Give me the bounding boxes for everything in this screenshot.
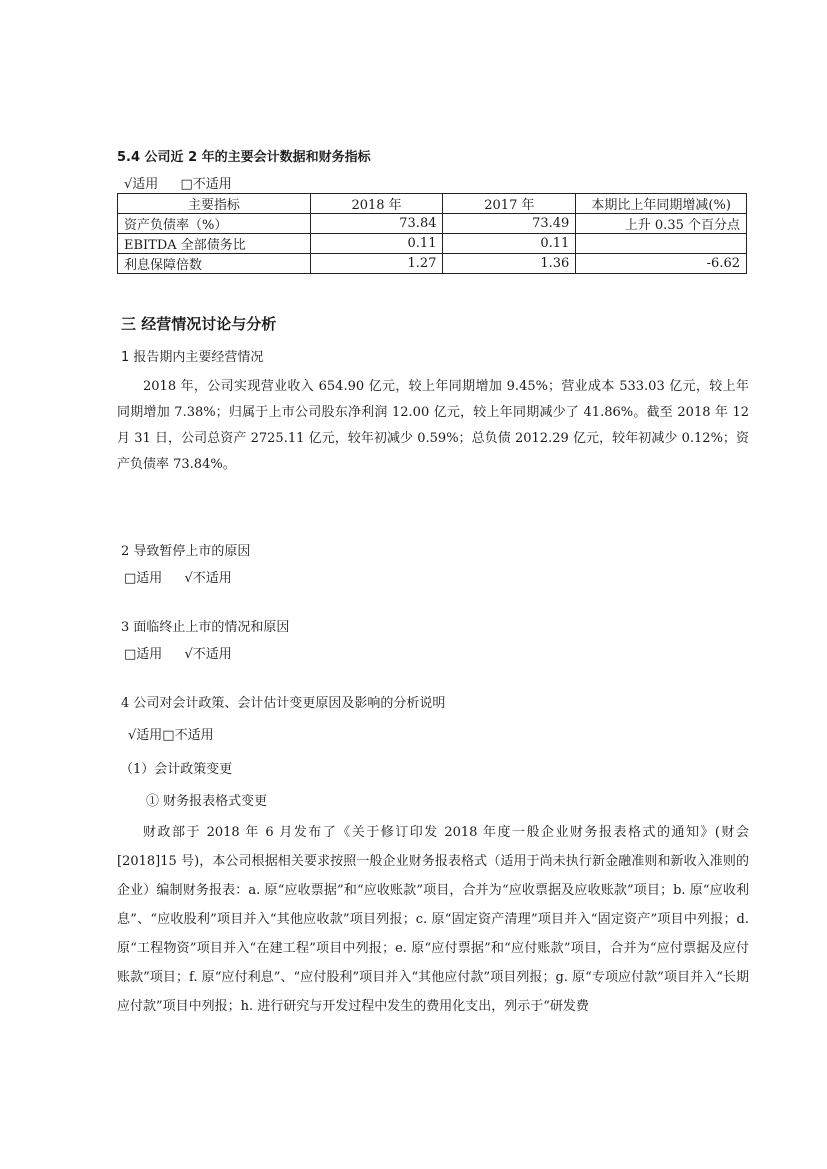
table-cell: -6.62 xyxy=(576,254,747,274)
table-row xyxy=(118,214,747,234)
table-row xyxy=(118,234,747,254)
table-cell: 资产负债率（%） xyxy=(118,214,311,234)
table-cell: 0.11 xyxy=(443,234,576,254)
table-header-cell: 2017 年 xyxy=(443,194,576,214)
item-4-applicability: √适用□不适用 xyxy=(128,728,214,743)
not-applicable-option: √不适用 xyxy=(184,647,232,662)
table-cell xyxy=(576,234,747,254)
item-4-subsubheading: ① 财务报表格式变更 xyxy=(146,794,268,809)
item-1-title: 1 报告期内主要经营情况 xyxy=(121,350,264,365)
item-2-title: 2 导致暂停上市的原因 xyxy=(121,544,251,559)
applicable-option: □适用 xyxy=(124,647,163,662)
item-3-applicability xyxy=(124,643,250,662)
table-cell: 1.27 xyxy=(310,254,443,274)
table-cell: 73.84 xyxy=(310,214,443,234)
section-5-4-title: 5.4 公司近 2 年的主要会计数据和财务指标 xyxy=(117,150,371,165)
table-header-cell: 2018 年 xyxy=(310,194,443,214)
financial-indicators-table xyxy=(117,193,747,274)
item-4-body: 财政部于 2018 年 6 月发布了《关于修订印发 2018 年度一般企业财务报表格式的通知》(财会[2018]15 号)，本公司根据相关要求按照一般企业财务报表格式（适用于尚未执行新金融准则和新收入准则的企业）编制财务报表：a. 原“应收票据”和“应收账款”项目，合并为“应收票据及应收账款”项目；b. 原“应收利息”、“应收股利”项目并入“其他应收款”项目列报；c. 原“固定资产清理”项目并入“固定资产”项目中列报；d. 原“工程物资”项目并入“在建工程”项目中列报；e. 原“应付票据”和“应付账款”项目，合并为“应付票据及应付账款”项目；f. 原“应付利息”、“应付股利”项目并入“其他应付款”项目列报；g. 原“专项应付款”项目并入“长期应付款”项目中列报；h. 进行研究与开发过程中发生的费用化支出，列示于“研发费 xyxy=(117,825,749,1014)
table-cell: EBITDA 全部债务比 xyxy=(118,234,311,254)
table-cell: 73.49 xyxy=(443,214,576,234)
table-header-cell: 主要指标 xyxy=(118,194,311,214)
item-4-subheading: （1）会计政策变更 xyxy=(120,762,233,777)
applicable-option: □适用 xyxy=(124,571,163,586)
table-header-row xyxy=(118,194,747,214)
table-cell: 上升 0.35 个百分点 xyxy=(576,214,747,234)
table-cell: 1.36 xyxy=(443,254,576,274)
item-2-applicability xyxy=(124,567,250,586)
section-3-title: 三 经营情况讨论与分析 xyxy=(121,315,277,333)
table-cell: 利息保障倍数 xyxy=(118,254,311,274)
item-4-title: 4 公司对会计政策、会计估计变更原因及影响的分析说明 xyxy=(121,696,446,711)
table-row xyxy=(118,254,747,274)
item-1-body: 2018 年，公司实现营业收入 654.90 亿元，较上年同期增加 9.45%；营业成本 533.03 亿元，较上年同期增加 7.38%；归属于上市公司股东净利润 12.00 亿元，较上年同期减少了 41.86%。截至 2018 年 12 月 31 日，公司总资产 2725.11 亿元，较年初减少 0.59%；总负债 2012.29 亿元，较年初减少 0.12%；资产负债率 73.84%。 xyxy=(117,379,749,472)
not-applicable-option: √不适用 xyxy=(184,571,232,586)
item-3-title: 3 面临终止上市的情况和原因 xyxy=(121,620,290,635)
table-header-cell: 本期比上年同期增减(%) xyxy=(576,194,747,214)
applicable-option: √适用 xyxy=(124,177,159,192)
not-applicable-option: □不适用 xyxy=(180,177,232,192)
table-cell: 0.11 xyxy=(310,234,443,254)
section-5-4-applicability xyxy=(124,173,250,192)
